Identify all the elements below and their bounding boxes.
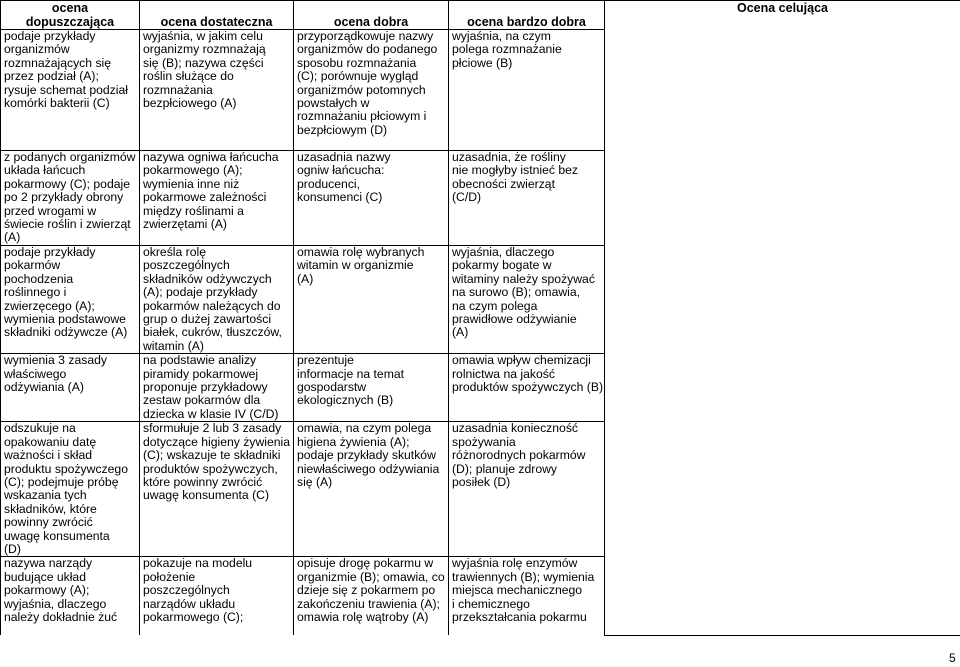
cell-bardzo-dobra: wyjaśnia, na czym polega rozmnażanie płciowe (B) bbox=[449, 30, 605, 151]
cell-dopuszczajaca: wymienia 3 zasady właściwego odżywiania (A) bbox=[1, 354, 140, 422]
cell-dostateczna: pokazuje na modelu położenie poszczególnych narządów układu pokarmowego (C); bbox=[140, 557, 294, 636]
cell-bardzo-dobra: uzasadnia, że rośliny nie mogłyby istnieć bez obecności zwierząt (C/D) bbox=[449, 151, 605, 246]
cell-dostateczna: wyjaśnia, w jakim celu organizmy rozmnażają się (B); nazywa części roślin służące do rozmnażania bezpłciowego (A) bbox=[140, 30, 294, 151]
header-bardzo-dobra: ocena bardzo dobra bbox=[449, 1, 605, 30]
cell-dobra: prezentuje informacje na temat gospodarstw ekologicznych (B) bbox=[294, 354, 449, 422]
header-dopuszczajaca bbox=[1, 1, 140, 16]
header-dopuszczajaca-top: ocena bbox=[51, 1, 89, 15]
cell-dopuszczajaca: nazywa narządy budujące układ pokarmowy (A); wyjaśnia, dlaczego należy dokładnie żuć bbox=[1, 557, 140, 636]
cell-dobra: omawia rolę wybranych witamin w organizmie (A) bbox=[294, 246, 449, 354]
cell-dostateczna: określa rolę poszczególnych składników odżywczych (A); podaje przykłady pokarmów należących do grup o dużej zawartości białek, cukrów, tłuszczów, witamin (A) bbox=[140, 246, 294, 354]
cell-dostateczna: na podstawie analizy piramidy pokarmowej proponuje przykładowy zestaw pokarmów dla dziecka w klasie IV (C/D) bbox=[140, 354, 294, 422]
header-dobra: ocena dobra bbox=[294, 1, 449, 30]
cell-dopuszczajaca: podaje przykłady pokarmów pochodzenia roślinnego i zwierzęcego (A); wymienia podstawowe składniki odżywcze (A) bbox=[1, 246, 140, 354]
header-dostateczna: ocena dostateczna bbox=[140, 1, 294, 30]
cell-bardzo-dobra: wyjaśnia rolę enzymów trawiennych (B); wymienia miejsca mechanicznego i chemicznego przekształcania pokarmu bbox=[449, 557, 605, 636]
page-number: 5 bbox=[949, 651, 956, 665]
cell-dostateczna: sformułuje 2 lub 3 zasady dotyczące higieny żywienia (C); wskazuje te składniki produktów spożywczych, które powinny zwrócić uwagę konsumenta (C) bbox=[140, 422, 294, 557]
cell-dopuszczajaca: z podanych organizmów układa łańcuch pokarmowy (C); podaje po 2 przykłady obrony przed wrogami w świecie roślin i zwierząt (A) bbox=[1, 151, 140, 246]
header-dopuszczajaca-bottom: dopuszczająca bbox=[1, 15, 140, 30]
cell-bardzo-dobra: omawia wpływ chemizacji rolnictwa na jakość produktów spożywczych (B) bbox=[449, 354, 605, 422]
cell-dopuszczajaca: podaje przykłady organizmów rozmnażających się przez podział (A); rysuje schemat podział komórki bakterii (C) bbox=[1, 30, 140, 151]
cell-dostateczna: nazywa ogniwa łańcucha pokarmowego (A); wymienia inne niż pokarmowe zależności między roślinami a zwierzętami (A) bbox=[140, 151, 294, 246]
cell-dobra: opisuje drogę pokarmu w organizmie (B); omawia, co dzieje się z pokarmem po zakończeniu trawienia (A); omawia rolę wątroby (A) bbox=[294, 557, 449, 636]
cell-dobra: uzasadnia nazwy ogniw łańcucha: producenci, konsumenci (C) bbox=[294, 151, 449, 246]
cell-bardzo-dobra: wyjaśnia, dlaczego pokarmy bogate w witaminy należy spożywać na surowo (B); omawia, na czym polega prawidłowe odżywianie (A) bbox=[449, 246, 605, 354]
cell-dopuszczajaca: odszukuje na opakowaniu datę ważności i skład produktu spożywczego (C); podejmuje próbę wskazania tych składników, które powinny zwrócić uwagę konsumenta (D) bbox=[1, 422, 140, 557]
cell-dobra: omawia, na czym polega higiena żywienia (A); podaje przykłady skutków niewłaściwego odżywiania się (A) bbox=[294, 422, 449, 557]
cell-dobra: przyporządkowuje nazwy organizmów do podanego sposobu rozmnażania (C); porównuje wygląd organizmów potomnych powstałych w rozmnażaniu płciowym i bezpłciowym (D) bbox=[294, 30, 449, 151]
header-celujaca: Ocena celująca bbox=[605, 1, 960, 636]
cell-bardzo-dobra: uzasadnia konieczność spożywania różnorodnych pokarmów (D); planuje zdrowy posiłek (D) bbox=[449, 422, 605, 557]
